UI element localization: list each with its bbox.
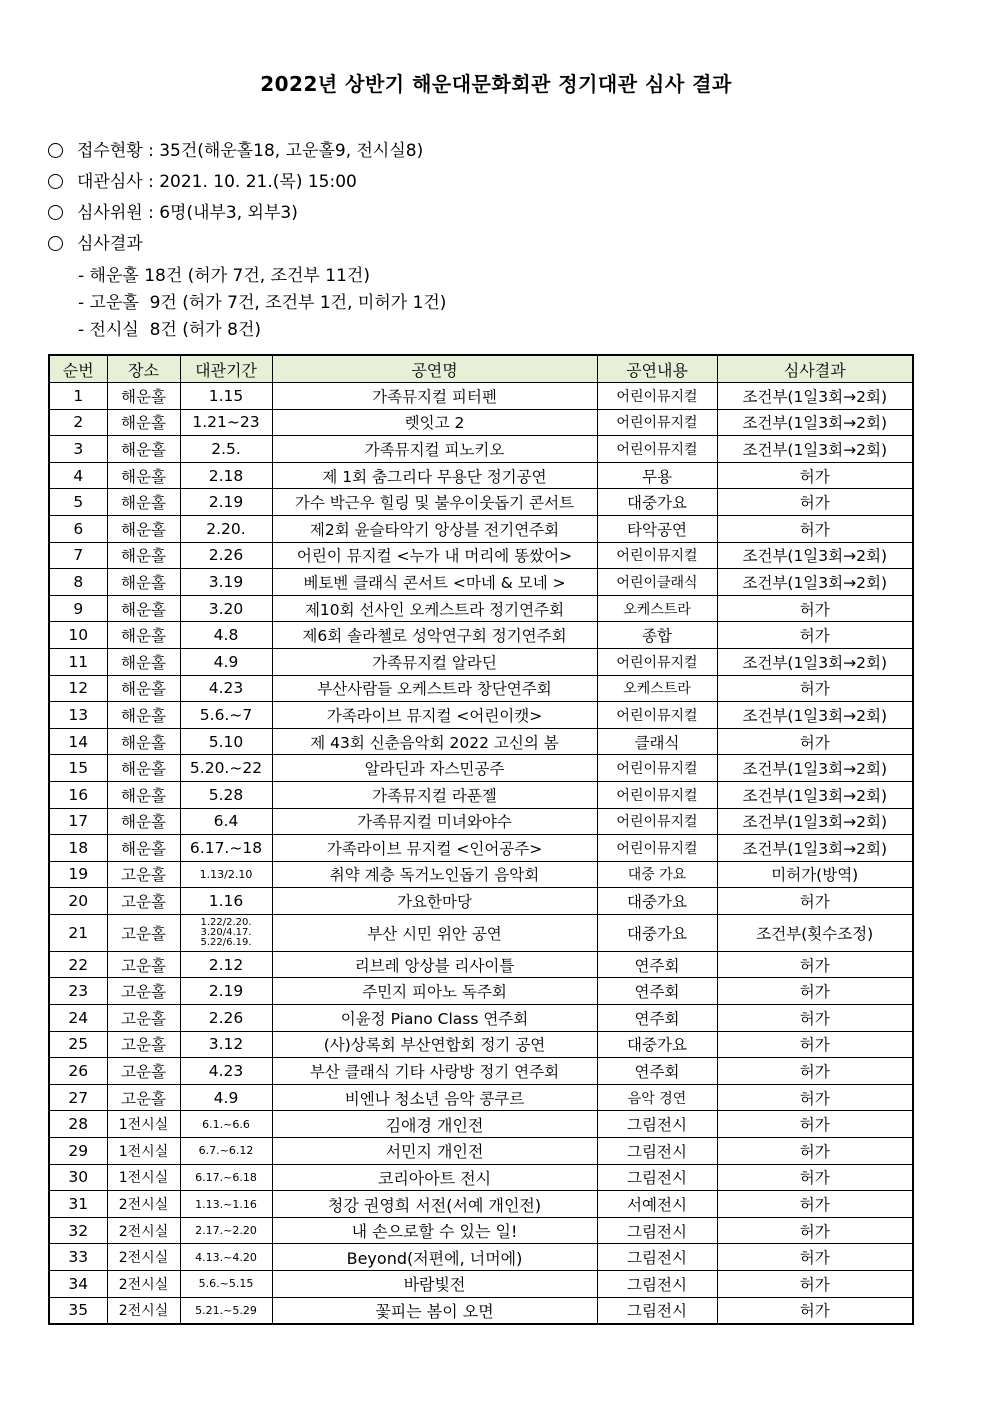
cell-content: 오케스트라 — [597, 675, 717, 702]
cell-title: 가족뮤지컬 알라딘 — [272, 648, 597, 675]
cell-content: 클래식 — [597, 728, 717, 755]
cell-title: 제6회 솔라첼로 성악연구회 정기연주회 — [272, 622, 597, 649]
cell-no: 29 — [49, 1138, 107, 1165]
cell-content: 대중가요 — [597, 1031, 717, 1058]
cell-result: 조건부(1일3회→2회) — [717, 808, 913, 835]
summary-item: 접수현황 : 35건(해운홀18, 고운홀9, 전시실8) — [48, 136, 423, 167]
cell-venue: 1전시실 — [107, 1111, 180, 1138]
cell-period: 5.21.~5.29 — [180, 1297, 272, 1324]
cell-content: 오케스트라 — [597, 595, 717, 622]
cell-venue: 1전시실 — [107, 1164, 180, 1191]
cell-period: 5.6.~5.15 — [180, 1271, 272, 1298]
cell-title: 꽃피는 봄이 오면 — [272, 1297, 597, 1324]
cell-period: 2.20. — [180, 515, 272, 542]
table-row — [49, 1005, 913, 1032]
table-row — [49, 888, 913, 915]
cell-title: 가족뮤지컬 미녀와야수 — [272, 808, 597, 835]
cell-content: 그림전시 — [597, 1297, 717, 1324]
cell-period: 4.13.~4.20 — [180, 1244, 272, 1271]
cell-result: 허가 — [717, 675, 913, 702]
table-row — [49, 808, 913, 835]
cell-period: 3.19 — [180, 569, 272, 596]
summary-item: 심사결과 — [48, 229, 423, 260]
cell-result: 조건부(1일3회→2회) — [717, 781, 913, 808]
cell-no: 3 — [49, 436, 107, 463]
cell-period: 6.17.~6.18 — [180, 1164, 272, 1191]
cell-result: 허가 — [717, 1005, 913, 1032]
table-row — [49, 515, 913, 542]
cell-content: 어린이뮤지컬 — [597, 436, 717, 463]
cell-no: 13 — [49, 702, 107, 729]
cell-period: 4.23 — [180, 1058, 272, 1085]
cell-period: 3.12 — [180, 1031, 272, 1058]
header-no: 순번 — [49, 355, 107, 383]
cell-title: 주민지 피아노 독주회 — [272, 978, 597, 1005]
cell-no: 5 — [49, 489, 107, 516]
summary-list — [48, 136, 423, 260]
cell-result: 허가 — [717, 1271, 913, 1298]
cell-venue: 고운홀 — [107, 861, 180, 888]
cell-result: 허가 — [717, 978, 913, 1005]
cell-result: 허가 — [717, 728, 913, 755]
result-breakdown-item: - 전시실 8건 (허가 8건) — [78, 320, 262, 340]
cell-venue: 고운홀 — [107, 978, 180, 1005]
cell-venue: 해운홀 — [107, 622, 180, 649]
cell-no: 30 — [49, 1164, 107, 1191]
cell-no: 4 — [49, 462, 107, 489]
cell-content: 연주회 — [597, 1005, 717, 1032]
cell-content: 어린이뮤지컬 — [597, 755, 717, 782]
cell-venue: 해운홀 — [107, 542, 180, 569]
cell-content: 타악공연 — [597, 515, 717, 542]
document-title: 2022년 상반기 해운대문화회관 정기대관 심사 결과 — [260, 72, 732, 96]
cell-content: 대중가요 — [597, 914, 717, 951]
cell-title: 렛잇고 2 — [272, 409, 597, 436]
cell-title: 제 1회 춤그리다 무용단 정기공연 — [272, 462, 597, 489]
cell-period: 1.21~23 — [180, 409, 272, 436]
cell-period: 2.12 — [180, 951, 272, 978]
cell-venue: 고운홀 — [107, 1084, 180, 1111]
cell-title: 알라딘과 자스민공주 — [272, 755, 597, 782]
cell-title: 이윤정 Piano Class 연주회 — [272, 1005, 597, 1032]
results-table — [48, 354, 914, 1325]
cell-no: 22 — [49, 951, 107, 978]
table-row — [49, 702, 913, 729]
cell-period: 5.10 — [180, 728, 272, 755]
cell-period: 6.7.~6.12 — [180, 1138, 272, 1165]
cell-no: 25 — [49, 1031, 107, 1058]
cell-no: 35 — [49, 1297, 107, 1324]
cell-title: 가족라이브 뮤지컬 <어린이캣> — [272, 702, 597, 729]
cell-result: 허가 — [717, 595, 913, 622]
table-row — [49, 951, 913, 978]
cell-venue: 고운홀 — [107, 1031, 180, 1058]
cell-result: 미허가(방역) — [717, 861, 913, 888]
cell-period: 1.15 — [180, 383, 272, 410]
cell-result: 허가 — [717, 1084, 913, 1111]
table-row — [49, 1244, 913, 1271]
cell-title: 가족뮤지컬 라푼젤 — [272, 781, 597, 808]
cell-content: 연주회 — [597, 978, 717, 1005]
cell-no: 7 — [49, 542, 107, 569]
cell-title: 제 43회 신춘음악회 2022 고신의 봄 — [272, 728, 597, 755]
cell-result: 허가 — [717, 888, 913, 915]
cell-venue: 2전시실 — [107, 1244, 180, 1271]
cell-venue: 고운홀 — [107, 951, 180, 978]
cell-content: 어린이뮤지컬 — [597, 835, 717, 862]
cell-venue: 해운홀 — [107, 648, 180, 675]
cell-no: 23 — [49, 978, 107, 1005]
table-row — [49, 1271, 913, 1298]
cell-content: 연주회 — [597, 1058, 717, 1085]
cell-no: 8 — [49, 569, 107, 596]
cell-content: 어린이뮤지컬 — [597, 409, 717, 436]
cell-venue: 해운홀 — [107, 835, 180, 862]
cell-venue: 해운홀 — [107, 808, 180, 835]
table-row — [49, 914, 913, 951]
result-breakdown-item: - 고운홀 9건 (허가 7건, 조건부 1건, 미허가 1건) — [78, 293, 447, 313]
cell-venue: 해운홀 — [107, 702, 180, 729]
cell-title: 서민지 개인전 — [272, 1138, 597, 1165]
result-breakdown — [78, 263, 446, 344]
table-row — [49, 1111, 913, 1138]
cell-venue: 해운홀 — [107, 728, 180, 755]
circle-bullet-icon — [48, 143, 63, 158]
cell-venue: 해운홀 — [107, 436, 180, 463]
cell-result: 조건부(1일3회→2회) — [717, 648, 913, 675]
cell-content: 종합 — [597, 622, 717, 649]
cell-period: 2.17.~2.20 — [180, 1217, 272, 1244]
cell-result: 조건부(1일3회→2회) — [717, 755, 913, 782]
header-venue: 장소 — [107, 355, 180, 383]
cell-result: 허가 — [717, 1111, 913, 1138]
cell-result: 조건부(횟수조정) — [717, 914, 913, 951]
cell-period: 2.26 — [180, 1005, 272, 1032]
cell-no: 2 — [49, 409, 107, 436]
table-row — [49, 648, 913, 675]
cell-result: 허가 — [717, 1138, 913, 1165]
table-row — [49, 835, 913, 862]
cell-title: 리브레 앙상블 리사이틀 — [272, 951, 597, 978]
cell-title: 김애경 개인전 — [272, 1111, 597, 1138]
cell-content: 대중가요 — [597, 888, 717, 915]
cell-period: 1.13.~1.16 — [180, 1191, 272, 1218]
cell-period: 6.17.~18 — [180, 835, 272, 862]
table-row — [49, 1191, 913, 1218]
cell-result: 허가 — [717, 1031, 913, 1058]
cell-content: 그림전시 — [597, 1138, 717, 1165]
table-row — [49, 489, 913, 516]
table-row — [49, 1084, 913, 1111]
cell-no: 28 — [49, 1111, 107, 1138]
table-row — [49, 462, 913, 489]
table-row — [49, 622, 913, 649]
cell-result: 허가 — [717, 951, 913, 978]
cell-no: 20 — [49, 888, 107, 915]
cell-title: 가수 박근우 힐링 및 불우이웃돕기 콘서트 — [272, 489, 597, 516]
cell-venue: 고운홀 — [107, 888, 180, 915]
cell-content: 무용 — [597, 462, 717, 489]
cell-result: 허가 — [717, 515, 913, 542]
cell-content: 어린이뮤지컬 — [597, 781, 717, 808]
cell-result: 조건부(1일3회→2회) — [717, 569, 913, 596]
cell-title: 제10회 선사인 오케스트라 정기연주회 — [272, 595, 597, 622]
header-period: 대관기간 — [180, 355, 272, 383]
cell-no: 1 — [49, 383, 107, 410]
circle-bullet-icon — [48, 236, 63, 251]
cell-content: 그림전시 — [597, 1164, 717, 1191]
cell-no: 9 — [49, 595, 107, 622]
cell-no: 14 — [49, 728, 107, 755]
cell-result: 허가 — [717, 1217, 913, 1244]
cell-venue: 해운홀 — [107, 675, 180, 702]
cell-content: 어린이클래식 — [597, 569, 717, 596]
cell-no: 26 — [49, 1058, 107, 1085]
cell-venue: 2전시실 — [107, 1217, 180, 1244]
table-row — [49, 861, 913, 888]
cell-period: 5.20.~22 — [180, 755, 272, 782]
cell-content: 어린이뮤지컬 — [597, 542, 717, 569]
cell-content: 어린이뮤지컬 — [597, 648, 717, 675]
cell-title: 부산 시민 위안 공연 — [272, 914, 597, 951]
table-row — [49, 755, 913, 782]
cell-result: 조건부(1일3회→2회) — [717, 436, 913, 463]
cell-result: 조건부(1일3회→2회) — [717, 702, 913, 729]
cell-period: 4.23 — [180, 675, 272, 702]
table-row — [49, 781, 913, 808]
cell-content: 대중 가요 — [597, 861, 717, 888]
table-row — [49, 1297, 913, 1324]
cell-result: 허가 — [717, 1244, 913, 1271]
circle-bullet-icon — [48, 174, 63, 189]
cell-venue: 해운홀 — [107, 409, 180, 436]
cell-result: 조건부(1일3회→2회) — [717, 835, 913, 862]
table-row — [49, 1164, 913, 1191]
cell-venue: 해운홀 — [107, 383, 180, 410]
cell-no: 33 — [49, 1244, 107, 1271]
cell-title: 코리아아트 전시 — [272, 1164, 597, 1191]
cell-result: 조건부(1일3회→2회) — [717, 542, 913, 569]
cell-title: 부산 클래식 기타 사랑방 정기 연주회 — [272, 1058, 597, 1085]
cell-title: 청강 권영희 서전(서예 개인전) — [272, 1191, 597, 1218]
table-row — [49, 542, 913, 569]
cell-title: 가족뮤지컬 피터펜 — [272, 383, 597, 410]
cell-content: 어린이뮤지컬 — [597, 808, 717, 835]
result-breakdown-item: - 해운홀 18건 (허가 7건, 조건부 11건) — [78, 266, 370, 286]
cell-result: 허가 — [717, 1297, 913, 1324]
circle-bullet-icon — [48, 205, 63, 220]
cell-no: 11 — [49, 648, 107, 675]
cell-period: 1.22/2.20. 3.20/4.17. 5.22/6.19. — [180, 914, 272, 951]
cell-content: 음악 경연 — [597, 1084, 717, 1111]
cell-period: 6.4 — [180, 808, 272, 835]
cell-period: 2.5. — [180, 436, 272, 463]
cell-title: Beyond(저편에, 너머에) — [272, 1244, 597, 1271]
cell-title: 제2회 윤슬타악기 앙상블 전기연주회 — [272, 515, 597, 542]
cell-period: 2.19 — [180, 978, 272, 1005]
table-header-row — [49, 355, 913, 383]
cell-period: 3.20 — [180, 595, 272, 622]
table-row — [49, 1217, 913, 1244]
cell-period: 1.16 — [180, 888, 272, 915]
table-row — [49, 569, 913, 596]
cell-venue: 해운홀 — [107, 515, 180, 542]
cell-title: 베토벤 클래식 콘서트 <마네 & 모네 > — [272, 569, 597, 596]
cell-period: 5.28 — [180, 781, 272, 808]
cell-period: 4.9 — [180, 1084, 272, 1111]
cell-title: (사)상록회 부산연합회 정기 공연 — [272, 1031, 597, 1058]
cell-venue: 해운홀 — [107, 489, 180, 516]
header-title: 공연명 — [272, 355, 597, 383]
cell-venue: 해운홀 — [107, 781, 180, 808]
cell-content: 그림전시 — [597, 1217, 717, 1244]
cell-no: 17 — [49, 808, 107, 835]
cell-result: 허가 — [717, 622, 913, 649]
table-row — [49, 1058, 913, 1085]
cell-period: 5.6.~7 — [180, 702, 272, 729]
cell-no: 19 — [49, 861, 107, 888]
table-row — [49, 1138, 913, 1165]
cell-period: 2.19 — [180, 489, 272, 516]
cell-venue: 해운홀 — [107, 462, 180, 489]
header-result: 심사결과 — [717, 355, 913, 383]
cell-no: 34 — [49, 1271, 107, 1298]
cell-venue: 해운홀 — [107, 755, 180, 782]
cell-content: 그림전시 — [597, 1271, 717, 1298]
cell-result: 허가 — [717, 462, 913, 489]
table-row — [49, 595, 913, 622]
cell-no: 24 — [49, 1005, 107, 1032]
cell-no: 12 — [49, 675, 107, 702]
cell-content: 서예전시 — [597, 1191, 717, 1218]
cell-result: 조건부(1일3회→2회) — [717, 409, 913, 436]
table-row — [49, 436, 913, 463]
cell-content: 그림전시 — [597, 1111, 717, 1138]
cell-no: 27 — [49, 1084, 107, 1111]
cell-venue: 2전시실 — [107, 1297, 180, 1324]
table-row — [49, 728, 913, 755]
cell-no: 10 — [49, 622, 107, 649]
header-content: 공연내용 — [597, 355, 717, 383]
cell-title: 바람빛전 — [272, 1271, 597, 1298]
cell-content: 어린이뮤지컬 — [597, 383, 717, 410]
cell-no: 31 — [49, 1191, 107, 1218]
cell-content: 그림전시 — [597, 1244, 717, 1271]
table-row — [49, 1031, 913, 1058]
cell-result: 허가 — [717, 489, 913, 516]
table-row — [49, 409, 913, 436]
cell-venue: 해운홀 — [107, 595, 180, 622]
cell-venue: 해운홀 — [107, 569, 180, 596]
cell-period: 6.1.~6.6 — [180, 1111, 272, 1138]
cell-result: 조건부(1일3회→2회) — [717, 383, 913, 410]
cell-title: 가족라이브 뮤지컬 <인어공주> — [272, 835, 597, 862]
cell-period: 2.26 — [180, 542, 272, 569]
cell-title: 가족뮤지컬 피노키오 — [272, 436, 597, 463]
summary-item: 대관심사 : 2021. 10. 21.(목) 15:00 — [48, 167, 423, 198]
summary-item: 심사위원 : 6명(내부3, 외부3) — [48, 198, 423, 229]
cell-venue: 2전시실 — [107, 1191, 180, 1218]
cell-title: 취약 계층 독거노인돕기 음악회 — [272, 861, 597, 888]
cell-title: 가요한마당 — [272, 888, 597, 915]
cell-venue: 고운홀 — [107, 914, 180, 951]
cell-result: 허가 — [717, 1058, 913, 1085]
cell-period: 4.8 — [180, 622, 272, 649]
cell-content: 연주회 — [597, 951, 717, 978]
cell-venue: 2전시실 — [107, 1271, 180, 1298]
cell-no: 6 — [49, 515, 107, 542]
cell-period: 4.9 — [180, 648, 272, 675]
table-row — [49, 675, 913, 702]
cell-period: 2.18 — [180, 462, 272, 489]
cell-title: 어린이 뮤지컬 <누가 내 머리에 똥쌌어> — [272, 542, 597, 569]
cell-content: 어린이뮤지컬 — [597, 702, 717, 729]
cell-title: 내 손으로할 수 있는 일! — [272, 1217, 597, 1244]
cell-content: 대중가요 — [597, 489, 717, 516]
cell-no: 18 — [49, 835, 107, 862]
cell-venue: 고운홀 — [107, 1005, 180, 1032]
cell-venue: 1전시실 — [107, 1138, 180, 1165]
cell-no: 16 — [49, 781, 107, 808]
cell-result: 허가 — [717, 1164, 913, 1191]
cell-period: 1.13/2.10 — [180, 861, 272, 888]
cell-result: 허가 — [717, 1191, 913, 1218]
cell-title: 비엔나 청소년 음악 콩쿠르 — [272, 1084, 597, 1111]
cell-no: 21 — [49, 914, 107, 951]
cell-no: 15 — [49, 755, 107, 782]
table-row — [49, 978, 913, 1005]
cell-venue: 고운홀 — [107, 1058, 180, 1085]
cell-title: 부산사람들 오케스트라 창단연주회 — [272, 675, 597, 702]
cell-no: 32 — [49, 1217, 107, 1244]
table-row — [49, 383, 913, 410]
